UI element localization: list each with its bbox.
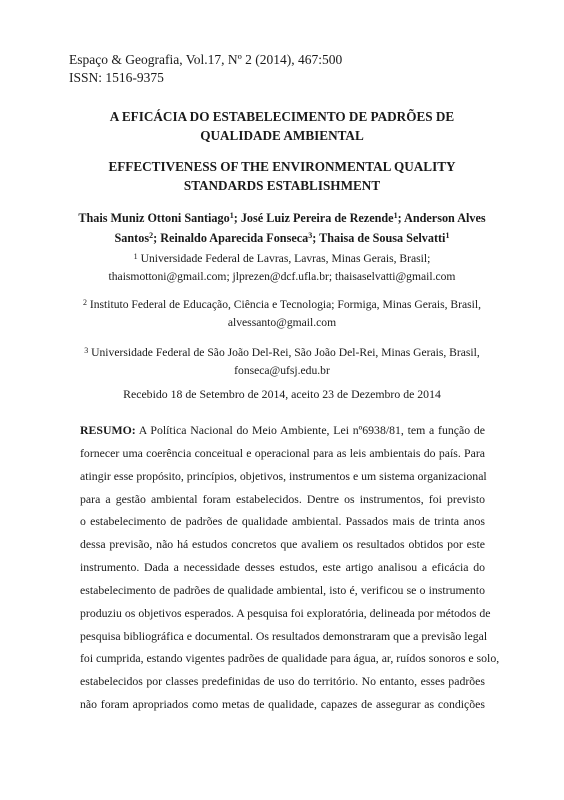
abstract-line: foi cumprida, estando vigentes padrões de qualidade para água, ar, ruídos sonoros e solo, — [80, 651, 500, 666]
affiliation-emails: thaismottoni@gmail.com; jlprezen@dcf.ufla.br; thaisaselvatti@gmail.com — [108, 270, 456, 283]
title-line: STANDARDS ESTABLISHMENT — [183, 178, 381, 193]
author — [319, 231, 449, 245]
affiliation-2 — [70, 296, 494, 332]
author — [78, 211, 240, 225]
author-name: Thaisa de Sousa Selvatti — [319, 231, 446, 245]
affiliation-number: 2 — [82, 298, 87, 307]
abstract-line: instrumento. Dada a necessidade desses estudos, este artigo analisou a eficácia do — [80, 560, 485, 575]
author-list — [70, 208, 494, 248]
received-date: Recebido 18 de Setembro de 2014, aceito 23 de Dezembro de 2014 — [123, 387, 441, 401]
title-line: QUALIDADE AMBIENTAL — [200, 128, 364, 143]
journal-issn: ISSN: 1516-9375 — [69, 70, 164, 85]
abstract-line: para a gestão ambiental foram estabelecidos. Dentre os instrumentos, foi previsto — [80, 491, 485, 506]
affiliation-emails: alvessanto@gmail.com — [227, 316, 337, 329]
abstract-line: estabelecidos por classes predefinidas de uso do território. No entanto, esses padrões — [80, 674, 485, 689]
abstract-line: o estabelecimento de padrões de qualidade ambiental. Passados mais de trinta anos — [80, 514, 485, 529]
author — [241, 211, 404, 225]
title-line: A EFICÁCIA DO ESTABELECIMENTO DE PADRÕES DE — [109, 109, 455, 124]
abstract-line: pesquisa bibliográfica e documental. Os resultados demonstraram que a previsão legal — [80, 628, 488, 643]
affiliation-number: 1 — [133, 252, 138, 261]
author-separator: ; — [312, 231, 320, 245]
abstract-line: não foram apropriados como metas de qualidade, capazes de assegurar as condições — [80, 697, 485, 712]
author-separator: ; — [233, 211, 241, 225]
title-portuguese — [60, 107, 504, 145]
author-name: Thais Muniz Ottoni Santiago — [78, 211, 230, 225]
title-english — [60, 157, 504, 195]
affiliation-number: 3 — [84, 346, 89, 355]
affiliation-3 — [70, 344, 494, 380]
journal-citation: Espaço & Geografia, Vol.17, Nº 2 (2014), 467:500 — [69, 52, 343, 67]
title-line: EFFECTIVENESS OF THE ENVIRONMENTAL QUALITY — [108, 159, 456, 174]
affiliation-marker: 2 — [149, 231, 154, 240]
author — [160, 231, 319, 245]
author-name: Reinaldo Aparecida Fonseca — [160, 231, 309, 245]
abstract — [80, 419, 500, 716]
abstract-line: fornecer uma coerência conceitual e operacional para as leis ambientais do país. Para — [80, 445, 485, 460]
affiliation-marker: 3 — [308, 231, 313, 240]
journal-header — [69, 51, 342, 87]
abstract-text: A Política Nacional do Meio Ambiente, Lei nº6938/81, tem a função de — [135, 423, 485, 437]
affiliation-marker: 1 — [229, 211, 234, 220]
affiliation-1 — [70, 250, 494, 286]
abstract-line — [80, 419, 485, 442]
abstract-line: estabelecimento de padrões de qualidade ambiental, isto é, verificou se o instrumento — [80, 582, 485, 597]
author-separator: ; — [153, 231, 161, 245]
abstract-label: RESUMO: — [80, 423, 136, 437]
affiliation-institution: Universidade Federal de Lavras, Lavras, Minas Gerais, Brasil; — [140, 252, 431, 265]
abstract-line: produziu os objetivos esperados. A pesquisa foi exploratória, delineada por métodos de — [80, 605, 491, 620]
affiliation-marker: 1 — [393, 211, 398, 220]
affiliation-institution: Instituto Federal de Educação, Ciência e Tecnologia; Formiga, Minas Gerais, Brasil, — [89, 298, 482, 311]
abstract-line: atingir esse propósito, princípios, objetivos, instrumentos e um sistema organizacional — [80, 468, 487, 483]
author-name: Anderson Alves Santos — [114, 211, 486, 245]
author-name: José Luiz Pereira de Rezende — [240, 211, 394, 225]
abstract-line: dessa previsão, não há estudos concretos que avaliem os resultados obtidos por este — [80, 537, 485, 552]
author-separator: ; — [397, 211, 405, 225]
affiliation-marker: 1 — [445, 231, 450, 240]
affiliation-institution: Universidade Federal de São João Del-Rei, São João Del-Rei, Minas Gerais, Brasil, — [91, 346, 480, 359]
affiliation-emails: fonseca@ufsj.edu.br — [234, 364, 330, 377]
